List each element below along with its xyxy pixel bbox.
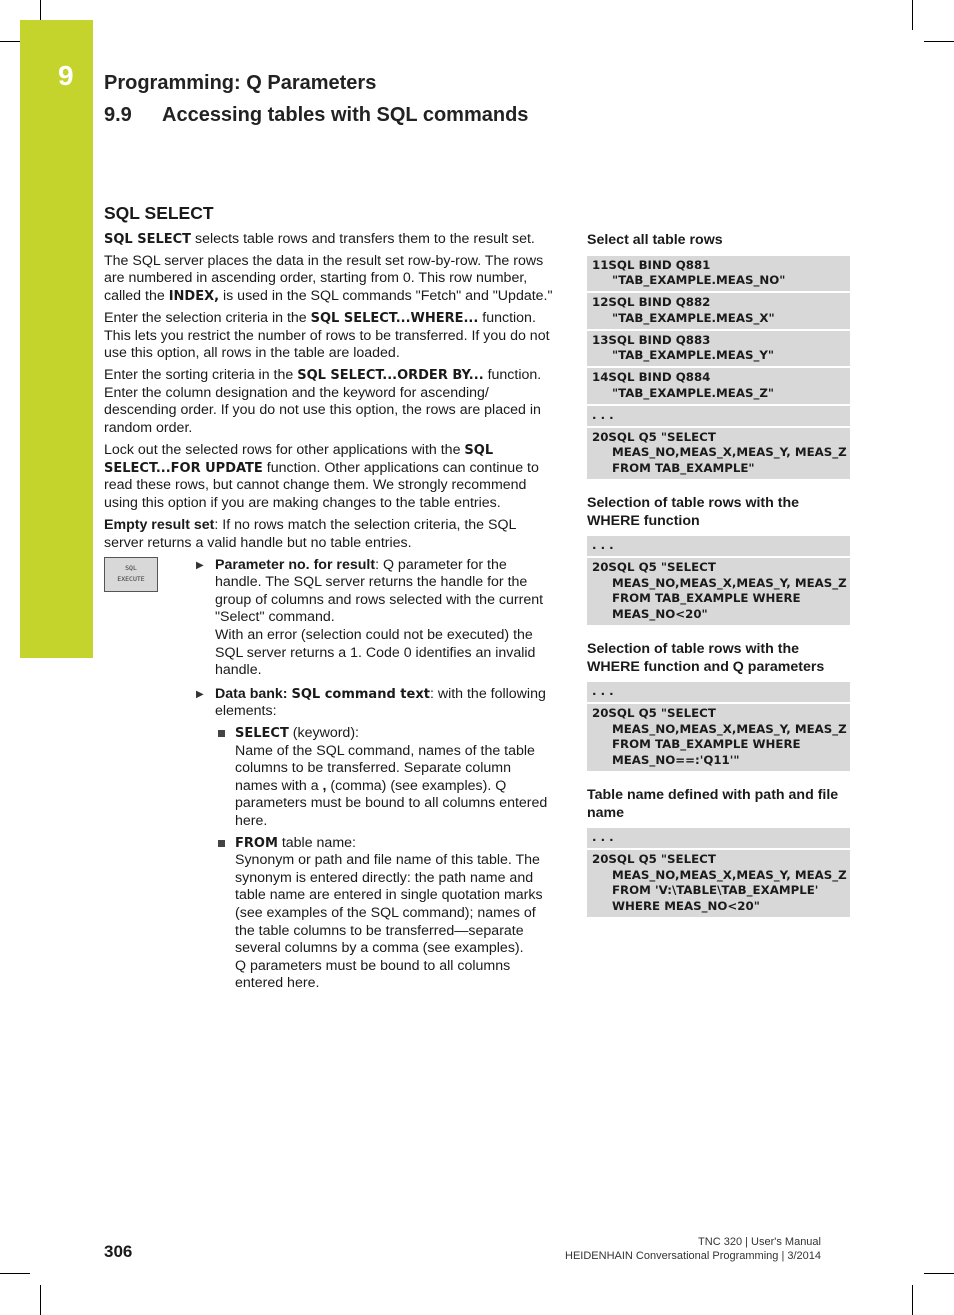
list-item-text: Q parameters must be bound to all columns entered here. (235, 957, 511, 992)
bold-term: Empty result set (104, 517, 215, 533)
sub-list (215, 725, 556, 993)
sql-keyword: SELECT (235, 726, 289, 742)
paragraph-text: selects table rows and transfers them to the result set. (191, 230, 535, 247)
crop-mark (0, 41, 20, 42)
crop-mark (912, 0, 913, 30)
code-line: MEAS_NO==:'Q11'" (612, 753, 740, 768)
crop-mark (40, 0, 41, 20)
paragraph (104, 231, 556, 249)
triangle-bullet-icon: ▶ (196, 688, 204, 700)
code-line: 14SQL BIND Q884 (592, 370, 711, 385)
crop-mark (0, 1273, 30, 1274)
paragraph (104, 310, 556, 363)
code-row (587, 293, 850, 331)
code-row (587, 406, 850, 428)
code-line: "TAB_EXAMPLE.MEAS_Z" (612, 386, 775, 401)
sql-execute-softkey[interactable] (104, 557, 158, 592)
section-subheading: SQL SELECT (104, 203, 214, 223)
code-row (587, 536, 850, 558)
sql-keyword: SQL SELECT...FOR UPDATE (104, 443, 494, 476)
examples-column (587, 232, 850, 933)
code-row (587, 331, 850, 369)
code-line: "TAB_EXAMPLE.MEAS_X" (612, 310, 775, 325)
code-line: MEAS_NO,MEAS_X,MEAS_Y, MEAS_Z (612, 867, 847, 882)
code-line: FROM TAB_EXAMPLE WHERE (612, 737, 801, 752)
code-row (587, 682, 850, 704)
sql-keyword: SQL SELECT...WHERE... (310, 310, 479, 326)
code-example-table (587, 256, 850, 482)
text-run: (comma) (see examples). Q parameters must be bound to all columns entered here. (235, 777, 548, 829)
code-line: "TAB_EXAMPLE.MEAS_NO" (612, 273, 786, 288)
bold-term: Data bank: (215, 685, 292, 702)
code-example-table (587, 536, 850, 627)
section-heading (104, 104, 528, 127)
softkey-label-line2: EXECUTE (117, 575, 145, 584)
example-title: Selection of table rows with the WHERE function and Q parameters (587, 641, 825, 675)
paragraph-text: Enter the selection criteria in the (104, 309, 311, 326)
sql-keyword: INDEX, (168, 288, 220, 304)
paragraph-text: is used in the SQL commands "Fetch" and "Update." (219, 287, 553, 304)
page-number: 306 (104, 1242, 133, 1261)
paragraph (104, 442, 556, 512)
chapter-number: 9 (58, 60, 74, 91)
arrow-list (196, 557, 556, 993)
code-example-table (587, 682, 850, 773)
sub-list-item (215, 725, 556, 831)
footer-text (565, 1235, 821, 1263)
code-row (587, 256, 850, 294)
list-item-text (235, 743, 556, 831)
code-line: FROM 'V:\TABLE\TAB_EXAMPLE' (612, 883, 819, 898)
crop-mark (924, 1273, 954, 1274)
code-row (587, 828, 850, 850)
section-number: 9.9 (104, 104, 132, 126)
code-line: WHERE MEAS_NO<20" (612, 899, 760, 914)
paragraph-text: Lock out the selected rows for other applications with the (104, 442, 465, 459)
example-title: Selection of table rows with the WHERE function (587, 495, 800, 529)
example-title: Table name defined with path and file name (587, 787, 839, 821)
paragraph (104, 253, 556, 306)
section-title: Accessing tables with SQL commands (162, 104, 529, 126)
code-line: MEAS_NO,MEAS_X,MEAS_Y, MEAS_Z (612, 445, 847, 460)
code-line: . . . (592, 830, 614, 845)
footer-line: HEIDENHAIN Conversational Programming | 3/2014 (565, 1250, 821, 1262)
code-line: MEAS_NO,MEAS_X,MEAS_Y, MEAS_Z (612, 721, 847, 736)
crop-mark (40, 1285, 41, 1315)
code-line: FROM TAB_EXAMPLE WHERE (612, 591, 801, 606)
code-line: . . . (592, 684, 614, 699)
list-item-text: : Q parameter for the handle. The SQL server returns the handle for the group of columns and rows selected with the current "Select" command. (215, 556, 544, 626)
list-item-text: : with the following elements: (215, 685, 546, 720)
square-bullet-icon (218, 840, 225, 847)
paragraph (104, 367, 556, 437)
code-line: 13SQL BIND Q883 (592, 332, 711, 347)
sub-list-item (215, 835, 556, 993)
paragraph (104, 517, 556, 552)
sql-keyword: SQL SELECT...ORDER BY... (297, 368, 484, 384)
paragraph-text: Enter the sorting criteria in the (104, 367, 298, 384)
crop-mark (924, 41, 954, 42)
triangle-bullet-icon: ▶ (196, 559, 204, 571)
code-line: 20SQL Q5 "SELECT (592, 705, 716, 720)
code-line: . . . (592, 407, 614, 422)
code-line: "TAB_EXAMPLE.MEAS_Y" (612, 348, 775, 363)
example-title: Select all table rows (587, 232, 723, 248)
chapter-tab-bar (20, 20, 93, 658)
list-item (196, 686, 556, 993)
body-text-column (104, 205, 556, 999)
crop-mark (912, 1285, 913, 1315)
code-line: 12SQL BIND Q882 (592, 295, 711, 310)
code-line: 20SQL Q5 "SELECT (592, 851, 716, 866)
code-row (587, 558, 850, 627)
list-item-text: Synonym or path and file name of this table. The synonym is entered directly: the path name and table name are entered in single quotation marks (see examples of the SQL command); names of the table columns to be transferred—separate several columns by a comma (see examples). (235, 852, 543, 957)
code-row (587, 704, 850, 773)
list-item-text: table name: (277, 834, 356, 851)
code-line: . . . (592, 538, 614, 553)
paragraph-text: function. Other applications can continue to read these rows, but cannot change them. We strongly recommend using this option if you are making changes to the table entries. (104, 459, 539, 511)
square-bullet-icon (218, 730, 225, 737)
footer-line: TNC 320 | User's Manual (698, 1236, 821, 1248)
sql-keyword: SQL SELECT (104, 231, 192, 247)
text-run: Name of the SQL command, names of the table columns to be transferred. Separate column names with a (235, 742, 535, 794)
sql-keyword: SQL command text (291, 686, 430, 702)
code-row (587, 428, 850, 481)
list-item-text: (keyword): (288, 725, 359, 742)
code-line: 20SQL Q5 "SELECT (592, 429, 716, 444)
sql-keyword: FROM (235, 835, 278, 851)
bold-term: Parameter no. for result (215, 556, 376, 573)
paragraph-text: function. This lets you restrict the number of rows to be transferred. If you do not use this option, all rows in the table are loaded. (104, 309, 550, 362)
list-item (196, 557, 556, 680)
softkey-label-line1: SQL (125, 564, 137, 573)
paragraph-text: The SQL server places the data in the result set row-by-row. The rows are numbered in ascending order, starting from 0. This row number, called the (104, 252, 544, 304)
code-row (587, 850, 850, 919)
code-line: FROM TAB_EXAMPLE" (612, 461, 755, 476)
code-example-table (587, 828, 850, 919)
code-line: 11SQL BIND Q881 (592, 257, 711, 272)
code-line: MEAS_NO<20" (612, 607, 708, 622)
code-line: 20SQL Q5 "SELECT (592, 559, 716, 574)
list-item-text: With an error (selection could not be executed) the SQL server returns a 1. Code 0 identifies an invalid handle. (215, 627, 536, 679)
chapter-title: Programming: Q Parameters (104, 72, 377, 94)
code-row (587, 368, 850, 406)
code-line: MEAS_NO,MEAS_X,MEAS_Y, MEAS_Z (612, 575, 847, 590)
paragraph-text: function. Enter the column designation and the keyword for ascending/ descending order. If you do not use this option, the rows are placed in random order. (104, 367, 542, 437)
bold-term: , (322, 777, 327, 794)
softkey-section (104, 557, 556, 993)
paragraph-text: : If no rows match the selection criteria, the SQL server returns a valid handle but no table entries. (104, 517, 516, 551)
